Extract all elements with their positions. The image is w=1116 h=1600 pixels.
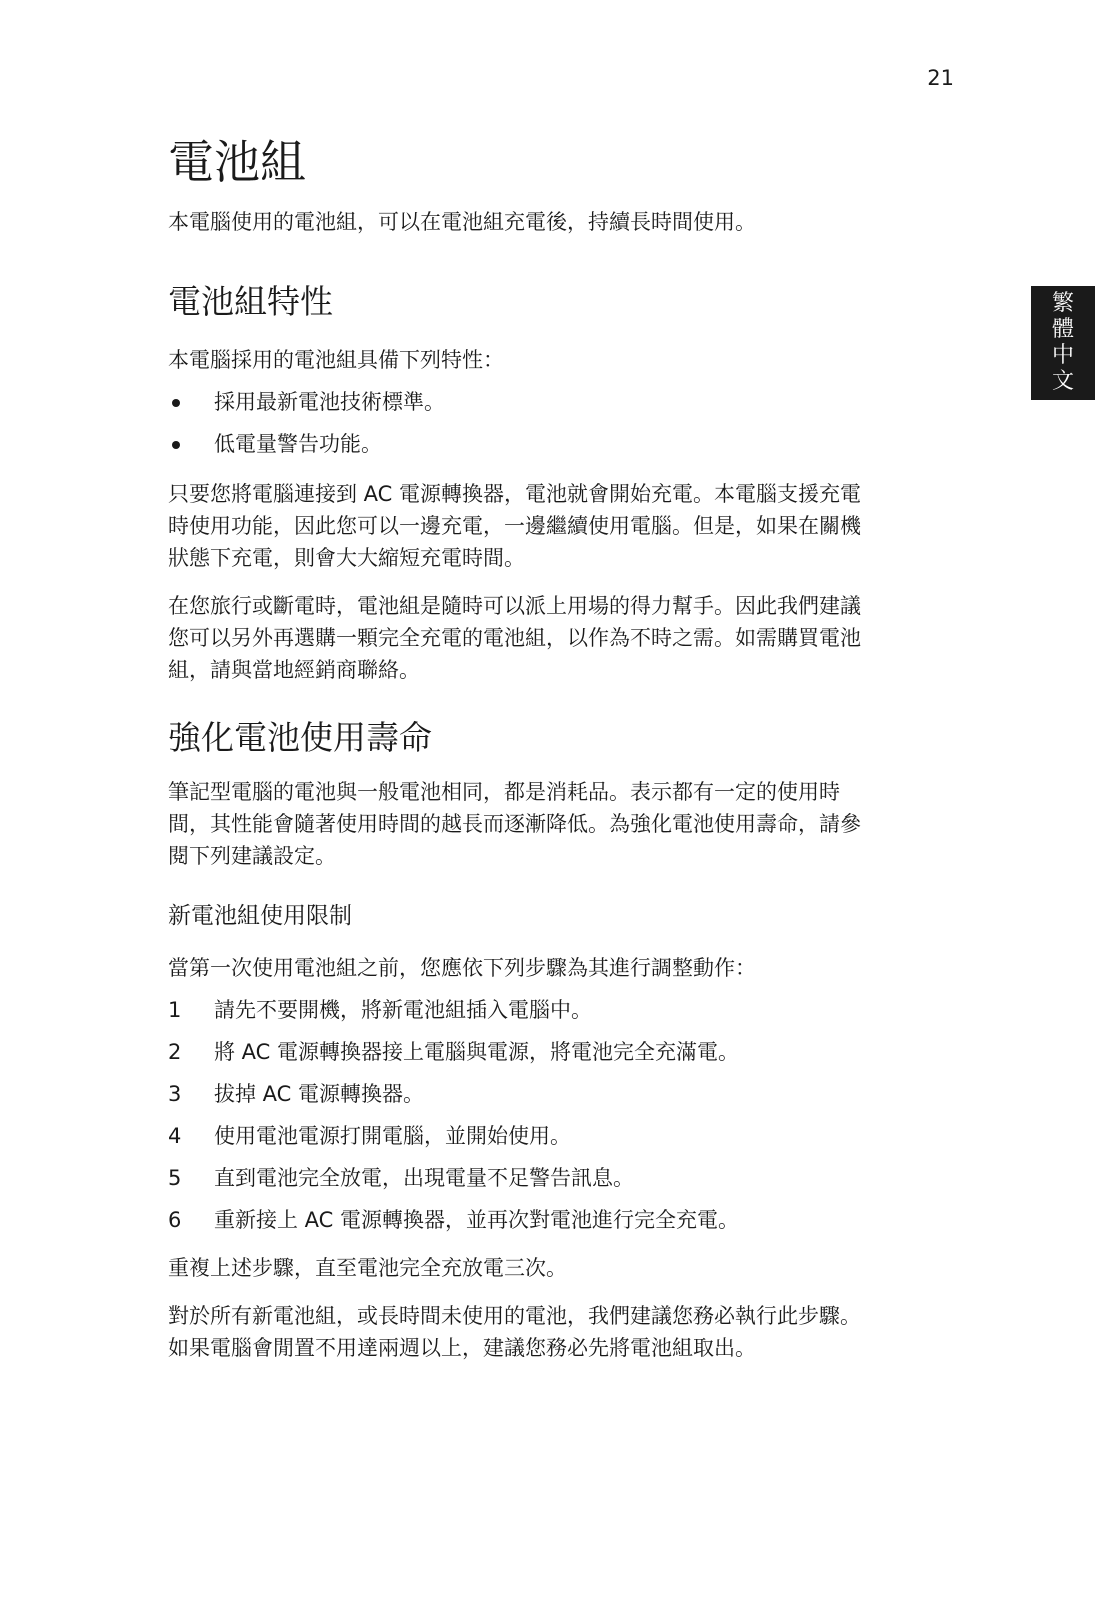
- bullet-icon: [168, 386, 214, 428]
- language-tab: [1031, 286, 1095, 400]
- paragraph-line: 時使用功能，因此您可以一邊充電，一邊繼續使用電腦。但是，如果在關機: [168, 514, 861, 538]
- bullet-icon: [168, 428, 214, 470]
- paragraph-line: 閱下列建議設定。: [168, 844, 336, 868]
- steps-list: [168, 994, 958, 1246]
- intro-text: 本電腦使用的電池組，可以在電池組充電後，持續長時間使用。: [168, 210, 756, 234]
- subsection-new-battery: [168, 900, 958, 932]
- list-item-text: 採用最新電池技術標準。: [214, 390, 445, 414]
- subsection-heading: 新電池組使用限制: [168, 903, 352, 929]
- list-item: [168, 994, 958, 1036]
- repeat-text: 重複上述步驟，直至電池完全充放電三次。: [168, 1256, 567, 1280]
- list-item: [168, 386, 958, 428]
- language-tab-char: 中: [1051, 343, 1074, 368]
- paragraph-line: 如果電腦會閒置不用達兩週以上，建議您務必先將電池組取出。: [168, 1336, 756, 1360]
- steps-lead: [168, 952, 958, 984]
- repeat-paragraph: [168, 1252, 958, 1284]
- list-item: [168, 1078, 958, 1120]
- step-text: 拔掉 AC 電源轉換器。: [214, 1082, 425, 1106]
- section-battery-features: [168, 280, 958, 324]
- battery-life-paragraph: [168, 776, 958, 872]
- step-text: 重新接上 AC 電源轉換器，並再次對電池進行完全充電。: [214, 1208, 740, 1232]
- intro-paragraph: [168, 206, 958, 238]
- step-text: 直到電池完全放電，出現電量不足警告訊息。: [214, 1166, 634, 1190]
- closing-paragraph: [168, 1300, 958, 1364]
- page-title: 電池組: [168, 135, 306, 189]
- step-number: 5: [168, 1166, 182, 1190]
- paragraph-line: 狀態下充電，則會大大縮短充電時間。: [168, 546, 525, 570]
- page-number: 21: [927, 66, 954, 90]
- paragraph-line: 只要您將電腦連接到 AC 電源轉換器，電池就會開始充電。本電腦支援充電: [168, 482, 862, 506]
- paragraph-line: 對於所有新電池組，或長時間未使用的電池，我們建議您務必執行此步驟。: [168, 1304, 861, 1328]
- step-number: 3: [168, 1082, 182, 1106]
- language-tab-char: 繁: [1051, 291, 1074, 316]
- step-text: 將 AC 電源轉換器接上電腦與電源，將電池完全充滿電。: [214, 1040, 740, 1064]
- section-battery-life: [168, 716, 958, 760]
- language-tab-char: 文: [1051, 369, 1074, 394]
- list-item: [168, 428, 958, 470]
- list-item: [168, 1120, 958, 1162]
- step-number: 4: [168, 1124, 182, 1148]
- language-tab-char: 體: [1051, 317, 1074, 342]
- paragraph-line: 間，其性能會隨著使用時間的越長而逐漸降低。為強化電池使用壽命，請參: [168, 812, 861, 836]
- steps-lead-text: 當第一次使用電池組之前，您應依下列步驟為其進行調整動作：: [168, 956, 756, 980]
- features-list: [168, 386, 958, 470]
- paragraph-line: 筆記型電腦的電池與一般電池相同，都是消耗品。表示都有一定的使用時: [168, 780, 840, 804]
- features-lead: [168, 344, 958, 376]
- charging-paragraph: [168, 478, 958, 574]
- features-lead-text: 本電腦採用的電池組具備下列特性：: [168, 348, 504, 372]
- list-item: [168, 1204, 958, 1246]
- step-text: 使用電池電源打開電腦，並開始使用。: [214, 1124, 571, 1148]
- paragraph-line: 在您旅行或斷電時，電池組是隨時可以派上用場的得力幫手。因此我們建議: [168, 594, 861, 618]
- list-item: [168, 1162, 958, 1204]
- list-item-text: 低電量警告功能。: [214, 432, 382, 456]
- step-text: 請先不要開機，將新電池組插入電腦中。: [214, 998, 592, 1022]
- list-item: [168, 1036, 958, 1078]
- step-number: 1: [168, 998, 182, 1022]
- step-number: 6: [168, 1208, 182, 1232]
- section-heading: 電池組特性: [168, 282, 333, 321]
- travel-paragraph: [168, 590, 958, 686]
- paragraph-line: 組，請與當地經銷商聯絡。: [168, 658, 420, 682]
- step-number: 2: [168, 1040, 182, 1064]
- paragraph-line: 您可以另外再選購一顆完全充電的電池組，以作為不時之需。如需購買電池: [168, 626, 861, 650]
- section-heading: 強化電池使用壽命: [168, 718, 432, 757]
